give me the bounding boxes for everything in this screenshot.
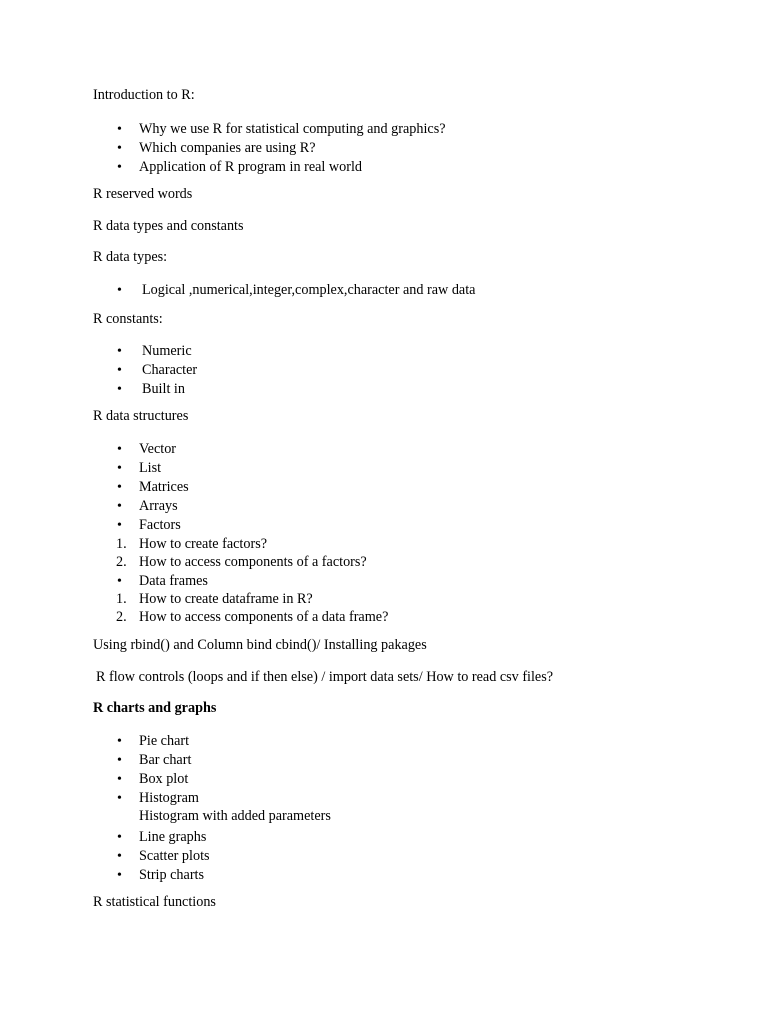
list-marker: 1. <box>116 591 127 607</box>
data-structures-item: Factors <box>139 517 181 533</box>
data-structures-item: Vector <box>139 441 177 457</box>
bullet-icon: • <box>117 753 122 768</box>
data-structures-item: How to access components of a data frame? <box>139 609 389 625</box>
charts-item: Histogram <box>139 790 199 806</box>
bullet-icon: • <box>117 734 122 749</box>
list-marker: • <box>117 574 122 589</box>
list-marker: • <box>117 480 122 495</box>
charts-item: Strip charts <box>139 867 205 883</box>
data-structures-item: How to create dataframe in R? <box>139 591 313 607</box>
bullet-icon: • <box>117 344 122 359</box>
data-structures-item: Data frames <box>139 573 208 589</box>
bullet-icon: • <box>117 791 122 806</box>
bullet-icon: • <box>117 868 122 883</box>
intro-item: Which companies are using R? <box>139 140 316 156</box>
charts-item: Scatter plots <box>139 848 210 864</box>
bullet-icon: • <box>117 382 122 397</box>
flow-controls-paragraph: R flow controls (loops and if then else) / import data sets/ How to read csv files? <box>96 669 554 685</box>
data-structures-item: Matrices <box>139 479 189 495</box>
constants-item: Numeric <box>142 343 192 359</box>
list-marker: • <box>117 518 122 533</box>
data-structures-item: List <box>139 460 162 476</box>
bullet-icon: • <box>117 849 122 864</box>
charts-item: Histogram with added parameters <box>139 808 331 824</box>
charts-item: Pie chart <box>139 733 190 749</box>
charts-heading: R charts and graphs <box>93 700 217 716</box>
data-structures-item: Arrays <box>139 498 178 514</box>
data-types-constants-heading: R data types and constants <box>93 218 244 234</box>
charts-item: Box plot <box>139 771 189 787</box>
list-marker: 2. <box>116 554 127 570</box>
charts-item: Line graphs <box>139 829 207 845</box>
intro-item: Application of R program in real world <box>139 159 363 175</box>
bullet-icon: • <box>117 122 122 137</box>
constants-heading: R constants: <box>93 311 163 327</box>
bullet-icon: • <box>117 141 122 156</box>
intro-item: Why we use R for statistical computing and graphics? <box>139 121 446 137</box>
bullet-icon: • <box>117 830 122 845</box>
bullet-icon: • <box>117 160 122 175</box>
constants-item: Built in <box>142 381 185 397</box>
bullet-icon: • <box>117 772 122 787</box>
bullet-icon: • <box>117 363 122 378</box>
charts-item: Bar chart <box>139 752 192 768</box>
list-marker: • <box>117 442 122 457</box>
data-types-heading: R data types: <box>93 249 168 265</box>
data-types-item: Logical ,numerical,integer,complex,character and raw data <box>142 282 476 298</box>
data-structures-item: How to access components of a factors? <box>139 554 367 570</box>
data-structures-item: How to create factors? <box>139 536 268 552</box>
list-marker: • <box>117 499 122 514</box>
statistical-functions-heading: R statistical functions <box>93 894 216 910</box>
data-structures-heading: R data structures <box>93 408 189 424</box>
rbind-paragraph: Using rbind() and Column bind cbind()/ Installing pakages <box>93 637 427 653</box>
reserved-words-heading: R reserved words <box>93 186 193 202</box>
bullet-icon: • <box>117 283 122 298</box>
intro-heading: Introduction to R: <box>93 87 195 103</box>
constants-item: Character <box>142 362 198 378</box>
list-marker: • <box>117 461 122 476</box>
list-marker: 2. <box>116 609 127 625</box>
list-marker: 1. <box>116 536 127 552</box>
